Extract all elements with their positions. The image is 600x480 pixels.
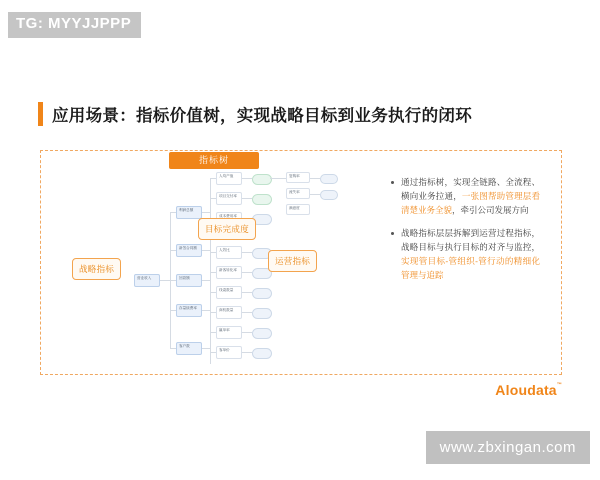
connector [202, 310, 210, 311]
connector [242, 178, 252, 179]
connector [310, 194, 320, 195]
tree-chip [320, 190, 338, 200]
connector [202, 348, 210, 349]
tree-node: 线索数量 [216, 286, 242, 299]
connector [210, 252, 216, 253]
callout-ops: 运营指标 [268, 250, 317, 272]
tree-node: 新客转化率 [216, 266, 242, 279]
connector [202, 250, 210, 251]
callout-goal: 目标完成度 [198, 218, 256, 240]
tree-chip [252, 328, 272, 339]
tree-node: 赢单率 [216, 326, 242, 339]
bullet-highlight: 实现管目标-管组织-管行动的精细化管理与追踪 [401, 255, 540, 280]
metric-tree-diagram [46, 152, 376, 372]
connector [170, 310, 176, 311]
title-text: 应用场景：指标价值树，实现战略目标到业务执行的闭环 [52, 107, 472, 125]
brand-logo-text: Aloudata [495, 382, 557, 398]
metric-tree-header: 指标树 [169, 152, 259, 169]
bullet-highlight: 一张图帮助管理层看清楚业务全貌 [401, 190, 540, 215]
connector [170, 348, 176, 349]
connector [210, 178, 216, 179]
telegram-watermark: TG: MYYJJPPP [8, 12, 141, 38]
tree-node: 利润总额 [176, 206, 202, 219]
tree-chip [252, 288, 272, 299]
connector [242, 352, 252, 353]
connector [310, 178, 320, 179]
connector [160, 280, 170, 281]
connector [210, 312, 216, 313]
connector [202, 212, 210, 213]
connector [242, 292, 252, 293]
tree-node: 商机数量 [216, 306, 242, 319]
connector [210, 292, 216, 293]
tree-node: 营业收入 [134, 274, 160, 287]
tree-node: 复购率 [286, 172, 310, 183]
connector [242, 312, 252, 313]
trademark-symbol: ™ [556, 382, 562, 388]
tree-node: 客单价 [216, 346, 242, 359]
tree-node: 回款额 [176, 274, 202, 287]
connector [210, 332, 216, 333]
bullet-prefix: 战略指标层层拆解到运营过程指标，战略目标与执行目标的对齐与监控， [401, 228, 540, 253]
list-item [390, 227, 540, 282]
connector [210, 178, 211, 364]
connector [210, 272, 216, 273]
page-title [38, 102, 472, 126]
callout-strategy: 战略指标 [72, 258, 121, 280]
tree-chip [320, 174, 338, 184]
connector [202, 280, 210, 281]
connector [170, 280, 176, 281]
tree-node: 新签合同额 [176, 244, 202, 257]
connector [170, 212, 176, 213]
tree-node: 项目交付率 [216, 192, 242, 205]
connector [210, 352, 216, 353]
brand-logo [495, 382, 562, 398]
connector [242, 332, 252, 333]
bullet-prefix: 通过指标树，实现全链路、全流程、横向业务拉通， [401, 177, 540, 201]
title-accent-bar [38, 102, 43, 126]
tree-chip [252, 308, 272, 319]
connector [242, 272, 252, 273]
tree-chip [252, 174, 272, 185]
connector [242, 252, 252, 253]
connector [242, 198, 252, 199]
site-watermark: www.zbxingan.com [426, 431, 590, 464]
tree-node: 满意度 [286, 204, 310, 215]
connector [210, 198, 216, 199]
tree-node: 人效比 [216, 246, 242, 259]
bullet-list [390, 176, 540, 292]
bullet-suffix: ，牵引公司发展方向 [452, 204, 529, 215]
tree-node: 人均产值 [216, 172, 242, 185]
tree-chip [252, 348, 272, 359]
connector [170, 250, 176, 251]
connector [270, 178, 286, 179]
list-item [390, 176, 540, 217]
tree-node: 流失率 [286, 188, 310, 199]
tree-node: 成本费用率 [216, 212, 242, 225]
tree-node: 存量续费率 [176, 304, 202, 317]
tree-node: 客户数 [176, 342, 202, 355]
tree-chip [252, 194, 272, 205]
